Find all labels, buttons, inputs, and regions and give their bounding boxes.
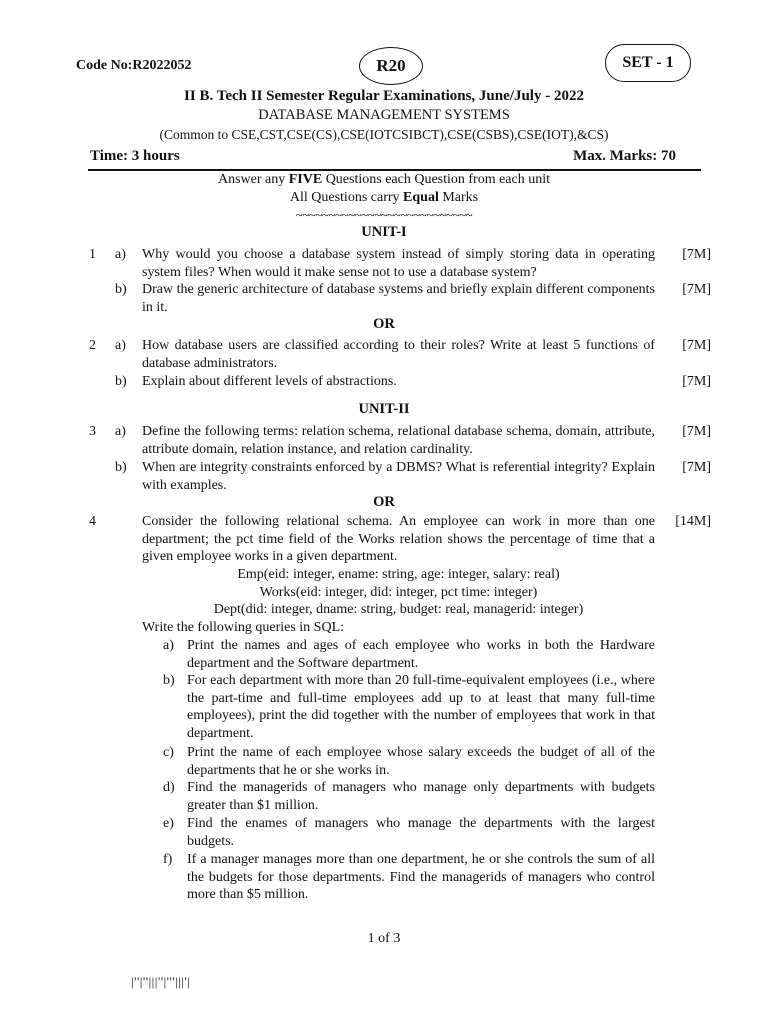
- query-label: b): [163, 673, 175, 688]
- time-allowed: Time: 3 hours: [90, 148, 180, 164]
- question-number: 2: [89, 338, 96, 353]
- question-number: 4: [89, 514, 96, 529]
- marks-label: [14M]: [675, 514, 711, 529]
- query-text: Find the managerids of managers who manage only departments with budgets greater than $1 million.: [187, 780, 655, 813]
- marks-label: [7M]: [682, 247, 711, 262]
- exam-title: II B. Tech II Semester Regular Examinations, June/July - 2022: [184, 88, 584, 104]
- schema-works: Works(eid: integer, did: integer, pct time: integer): [259, 585, 538, 600]
- common-to-note: (Common to CSE,CST,CSE(CS),CSE(IOTCSIBCT),CSE(CSBS),CSE(IOT),&CS): [159, 127, 609, 142]
- subquestion-label: b): [115, 282, 127, 297]
- subject-title: DATABASE MANAGEMENT SYSTEMS: [258, 107, 510, 123]
- query-text: Print the name of each employee whose salary exceeds the budget of all of the departments that he or she works in.: [187, 745, 655, 778]
- question-2b-text: Explain about different levels of abstractions.: [142, 374, 397, 389]
- schema-emp: Emp(eid: integer, ename: string, age: integer, salary: real): [237, 567, 560, 582]
- schema-dept: Dept(did: integer, dname: string, budget: real, managerid: integer): [213, 602, 584, 617]
- query-text: If a manager manages more than one department, he or she controls the sum of all the budgets for those departments. Find the managerids of managers who control more than $5 million.: [187, 852, 655, 902]
- header-divider: [88, 169, 701, 171]
- query-text: Find the enames of managers who manage the departments with the largest budgets.: [187, 816, 655, 849]
- query-text: Print the names and ages of each employee who works in both the Hardware department and the Software department.: [187, 638, 655, 671]
- marks-label: [7M]: [682, 374, 711, 389]
- exam-code: Code No:R2022052: [76, 58, 192, 73]
- marks-label: [7M]: [682, 424, 711, 439]
- query-label: d): [163, 780, 175, 795]
- question-2a-text: How database users are classified according to their roles? Write at least 5 functions of database administrators.: [142, 338, 655, 371]
- unit-1-heading: UNIT-I: [361, 224, 407, 240]
- question-1b-text: Draw the generic architecture of database systems and briefly explain different components in it.: [142, 282, 655, 315]
- query-text: For each department with more than 20 full-time-equivalent employees (i.e., where the part-time and full-time employees add up to at least that many full-time employees), print the did together with the number of employees that work in that department.: [187, 673, 655, 741]
- query-label: e): [163, 816, 174, 831]
- question-number: 1: [89, 247, 96, 262]
- question-1a-text: Why would you choose a database system instead of simply storing data in operating system files? When would it make sense not to use a database system?: [142, 247, 655, 280]
- instruction-line-2: All Questions carry Equal Marks: [289, 190, 479, 205]
- subquestion-label: a): [115, 247, 126, 262]
- barcode: |''|''|||''|'''|||'|: [131, 974, 191, 989]
- query-label: c): [163, 745, 174, 760]
- question-number: 3: [89, 424, 96, 439]
- or-separator: OR: [373, 494, 395, 510]
- max-marks: Max. Marks: 70: [573, 148, 676, 164]
- question-4-text: Consider the following relational schema. An employee can work in more than one department; the pct time field of the Works relation shows the percentage of time that a given employee works in a given department.: [142, 514, 655, 564]
- subquestion-label: a): [115, 424, 126, 439]
- marks-label: [7M]: [682, 460, 711, 475]
- subquestion-label: a): [115, 338, 126, 353]
- subquestion-label: b): [115, 460, 127, 475]
- query-label: a): [163, 638, 174, 653]
- query-prompt: Write the following queries in SQL:: [142, 620, 345, 635]
- question-3b-text: When are integrity constraints enforced by a DBMS? What is referential integrity? Explain with examples.: [142, 460, 655, 493]
- question-3a-text: Define the following terms: relation schema, relational database schema, domain, attribute, attribute domain, relation instance, and relation cardinality.: [142, 424, 655, 457]
- set-badge: SET - 1: [605, 44, 691, 82]
- regulation-badge: R20: [359, 47, 423, 85]
- marks-label: [7M]: [682, 338, 711, 353]
- subquestion-label: b): [115, 374, 127, 389]
- query-label: f): [163, 852, 173, 867]
- tilde-divider: ~~~~~~~~~~~~~~~~~~~~~~~~~~~: [295, 207, 473, 222]
- unit-2-heading: UNIT-II: [358, 401, 410, 417]
- instruction-line-1: Answer any FIVE Questions each Question from each unit: [217, 172, 551, 187]
- page-number: 1 of 3: [367, 931, 401, 946]
- or-separator: OR: [373, 316, 395, 332]
- marks-label: [7M]: [682, 282, 711, 297]
